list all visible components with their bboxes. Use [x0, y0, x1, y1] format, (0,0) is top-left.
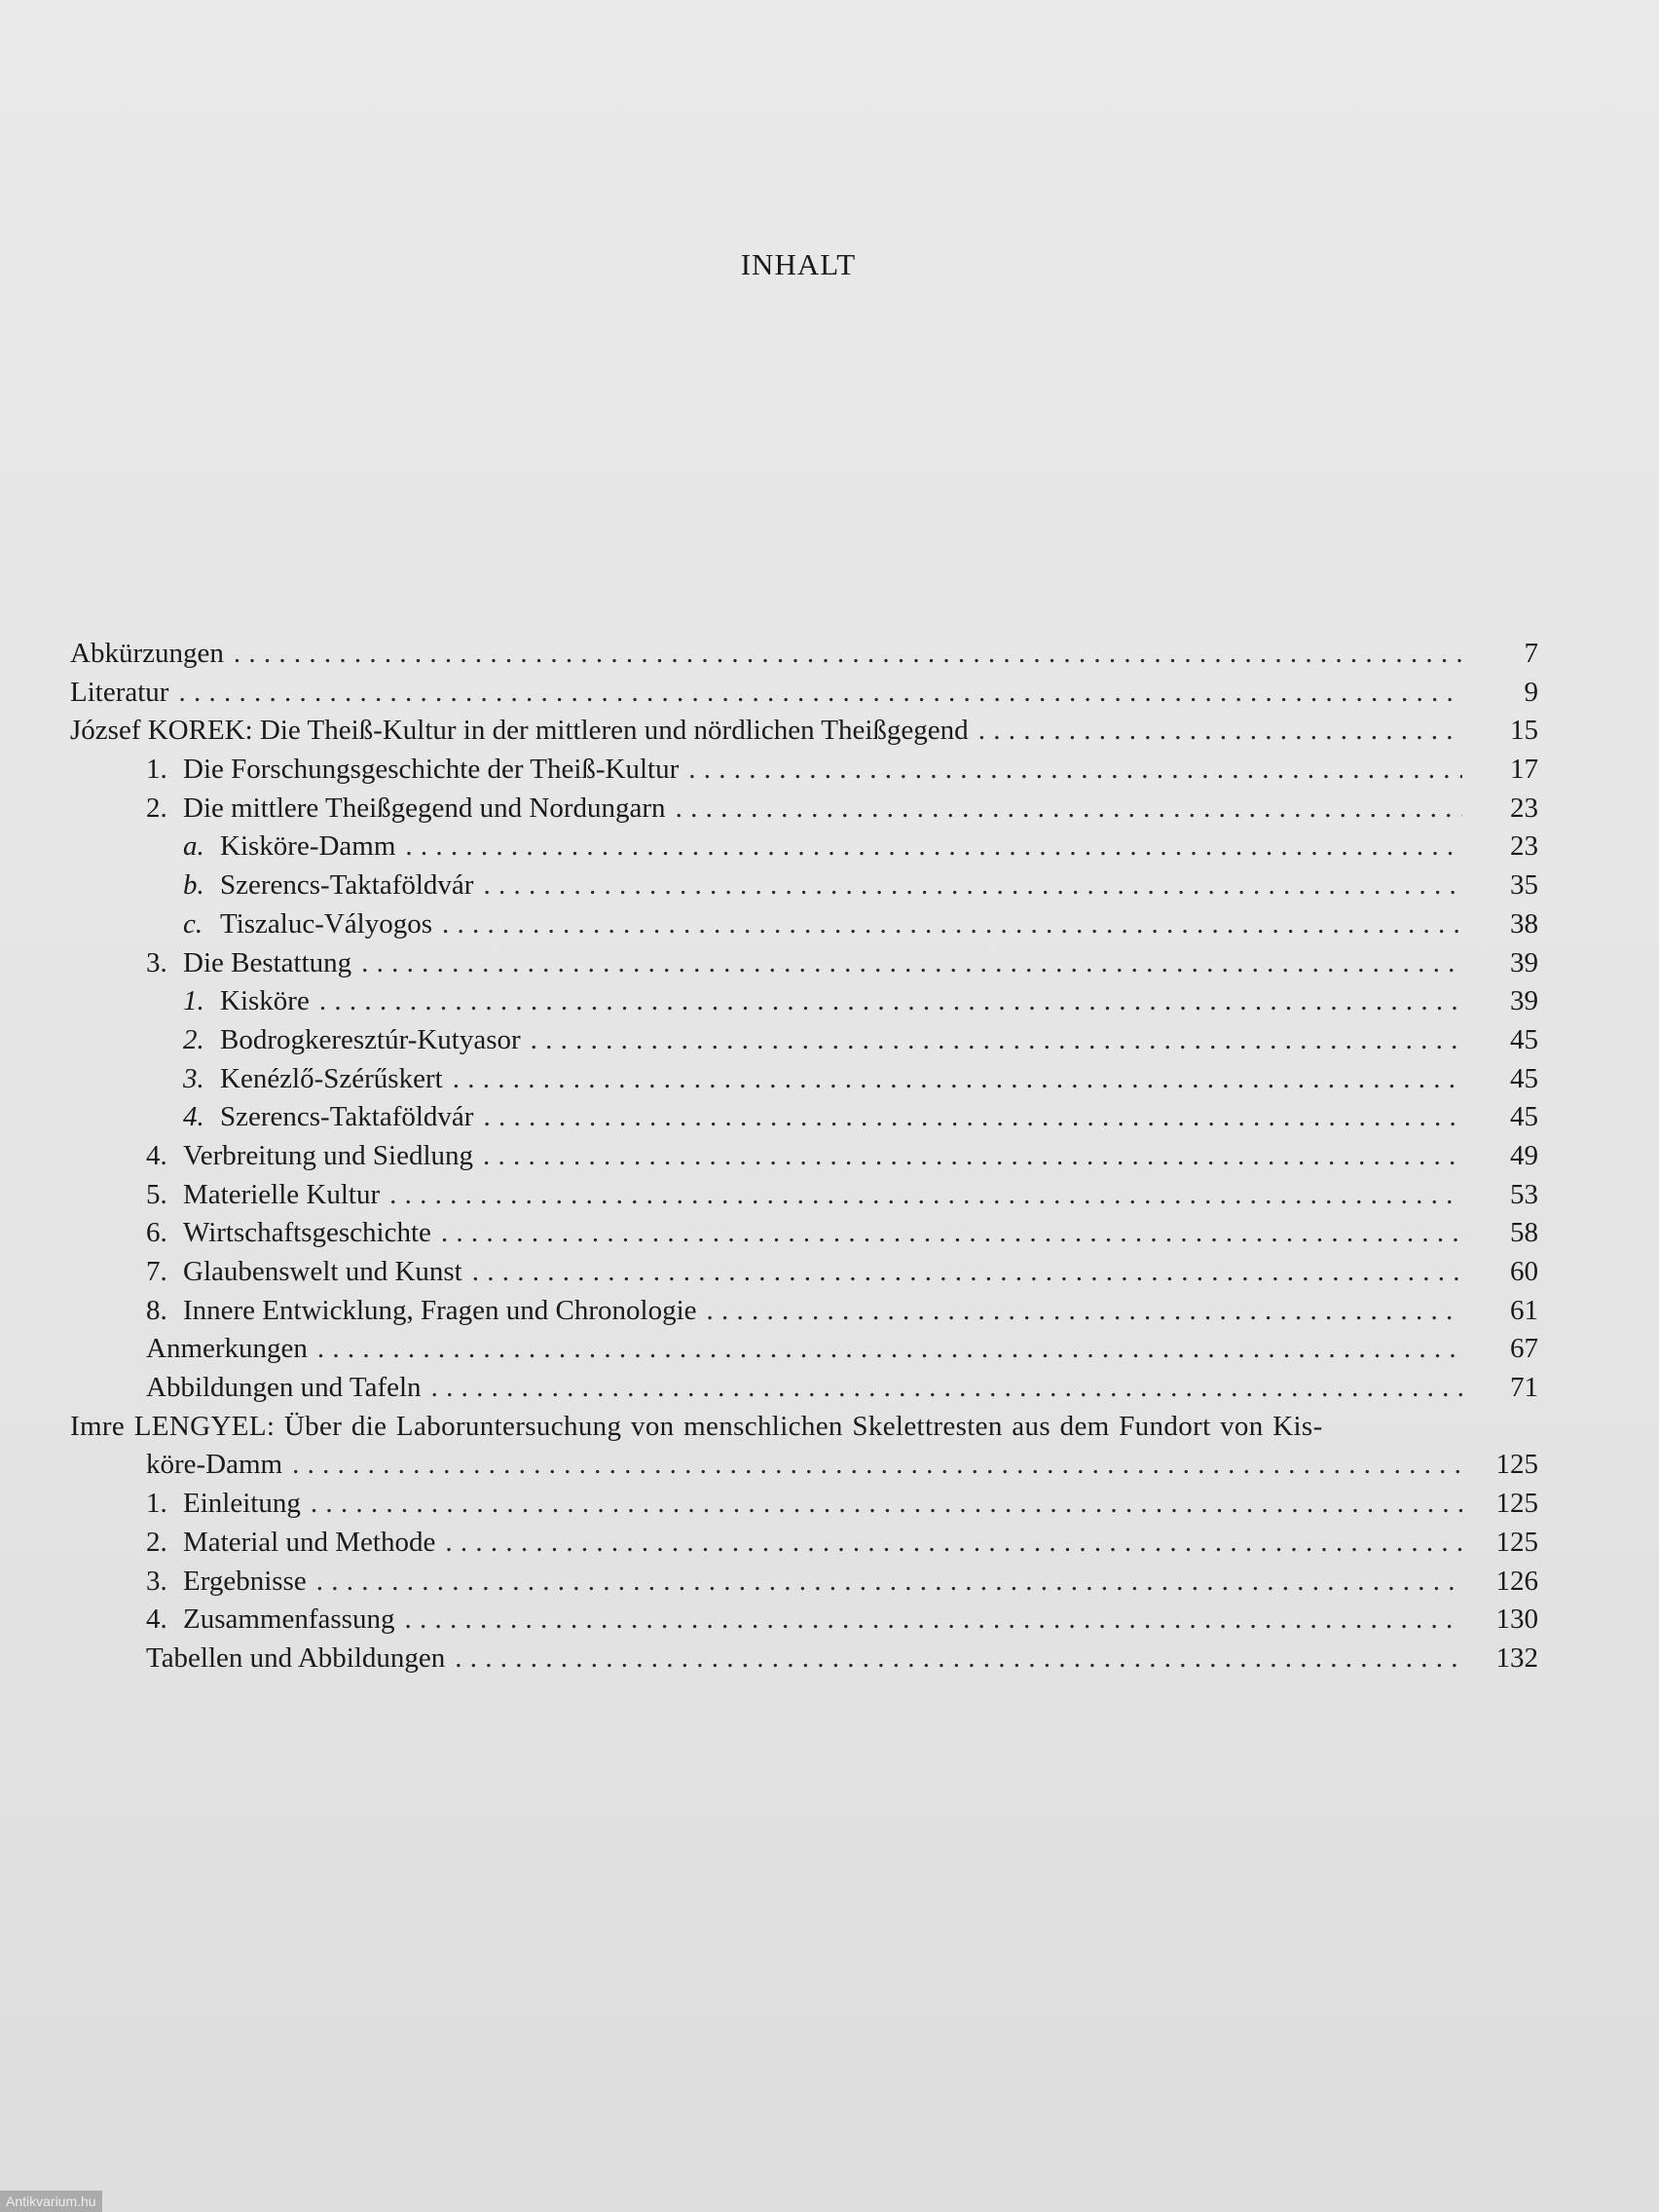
toc-page-number: 132 — [1495, 1641, 1538, 1674]
toc-entry-label: Abbildungen und Tafeln — [146, 1372, 422, 1404]
dot-leader — [455, 1640, 1462, 1678]
toc-entry-number: 1. — [146, 1488, 167, 1520]
toc-entry-label: Die mittlere Theißgegend und Nordungarn — [183, 792, 666, 824]
toc-page-number: 58 — [1510, 1217, 1538, 1249]
toc-page-number: 71 — [1510, 1372, 1538, 1404]
dot-leader — [442, 905, 1462, 944]
toc-page-number: 126 — [1495, 1565, 1538, 1597]
toc-page-number: 23 — [1510, 792, 1538, 824]
toc-entry-number: 4. — [146, 1604, 167, 1636]
dot-leader — [472, 1253, 1462, 1292]
toc-page-number: 39 — [1510, 985, 1538, 1017]
dot-leader — [441, 1214, 1462, 1253]
toc-entry-label: Einleitung — [183, 1488, 301, 1520]
dot-leader — [317, 1330, 1462, 1369]
toc-entry — [70, 1640, 1538, 1678]
toc-entry-label: József KOREK: Die Theiß-Kultur in der mittleren und nördlichen Theißgegend — [70, 715, 969, 747]
toc-entry-number: 8. — [146, 1294, 167, 1326]
toc-entry — [70, 635, 1538, 674]
toc-page-number: 9 — [1524, 676, 1538, 708]
toc-page-number: 125 — [1495, 1526, 1538, 1558]
toc-entry-number: 3. — [183, 1062, 204, 1094]
toc-entry — [70, 1137, 1538, 1176]
toc-entry-label: Tiszaluc-Vályogos — [220, 907, 433, 940]
toc-page-number: 61 — [1510, 1294, 1538, 1326]
toc-entry-label: Wirtschaftsgeschichte — [183, 1217, 431, 1249]
toc-entry — [70, 982, 1538, 1021]
toc-entry-number: 4. — [146, 1139, 167, 1171]
toc-entry — [70, 1485, 1538, 1524]
dot-leader — [404, 1601, 1462, 1640]
dot-leader — [676, 790, 1462, 829]
dot-leader — [316, 1563, 1462, 1602]
toc-entry-label: Kisköre-Damm — [220, 830, 396, 863]
toc-page-number: 23 — [1510, 830, 1538, 863]
toc-page-number: 53 — [1510, 1178, 1538, 1210]
dot-leader — [978, 712, 1462, 751]
toc-entry-label: Szerencs-Taktaföldvár — [220, 869, 474, 902]
dot-leader — [453, 1060, 1462, 1099]
toc-entry — [70, 1524, 1538, 1563]
toc-entry-number: 6. — [146, 1217, 167, 1249]
toc-entry — [70, 1060, 1538, 1099]
toc-entry — [70, 1098, 1538, 1137]
toc-entry-label: Verbreitung und Siedlung — [183, 1139, 474, 1171]
page-title: INHALT — [740, 247, 857, 281]
toc-page-number: 60 — [1510, 1256, 1538, 1287]
dot-leader — [319, 982, 1462, 1021]
toc-page-number: 45 — [1510, 1101, 1538, 1133]
dot-leader — [431, 1369, 1462, 1408]
dot-leader — [483, 1137, 1462, 1176]
toc-entry — [70, 1214, 1538, 1253]
toc-entry — [70, 1292, 1538, 1331]
toc-entry — [70, 712, 1538, 751]
toc-entry-label: köre-Damm — [146, 1449, 283, 1481]
toc-entry-number: 3. — [146, 1565, 167, 1597]
toc-page-number: 7 — [1524, 638, 1538, 669]
toc-entry-label: Die Forschungsgeschichte der Theiß-Kultur — [183, 754, 680, 786]
toc-entry-label: Tabellen und Abbildungen — [146, 1641, 446, 1674]
dot-leader — [483, 866, 1462, 905]
toc-entry — [70, 1176, 1538, 1215]
toc-entry — [70, 1563, 1538, 1602]
toc-entry-number: 3. — [146, 946, 167, 978]
toc-entry-label: Szerencs-Taktaföldvár — [220, 1101, 474, 1133]
toc-entry-label: Innere Entwicklung, Fragen und Chronologie — [183, 1294, 697, 1326]
dot-leader — [483, 1098, 1462, 1137]
toc-entry-label: Anmerkungen — [146, 1333, 308, 1365]
toc-entry-label: Zusammenfassung — [183, 1604, 395, 1636]
toc-entry — [70, 1369, 1538, 1408]
table-of-contents — [70, 635, 1538, 1678]
toc-page-number: 125 — [1495, 1488, 1538, 1520]
dot-leader — [361, 944, 1462, 983]
toc-entry-number: 2. — [183, 1023, 204, 1055]
toc-entry-label: Abkürzungen — [70, 638, 224, 669]
toc-entry-number: 7. — [146, 1256, 167, 1287]
toc-page-number: 35 — [1510, 869, 1538, 902]
toc-entry — [70, 1021, 1538, 1060]
toc-entry-label: Die Bestattung — [183, 946, 352, 978]
dot-leader — [688, 751, 1462, 790]
toc-page-number: 45 — [1510, 1062, 1538, 1094]
toc-page-number: 125 — [1495, 1449, 1538, 1481]
toc-entry-number: 2. — [146, 792, 167, 824]
toc-entry — [70, 866, 1538, 905]
toc-entry-number: a. — [183, 830, 204, 863]
toc-entry-label: Bodrogkeresztúr-Kutyasor — [220, 1023, 521, 1055]
toc-entry-number: 2. — [146, 1526, 167, 1558]
toc-page-number: 38 — [1510, 907, 1538, 940]
toc-page-number: 67 — [1510, 1333, 1538, 1365]
toc-entry-label: Kenézlő-Szérűskert — [220, 1062, 443, 1094]
toc-entry-label: Material und Methode — [183, 1526, 436, 1558]
toc-entry — [70, 1446, 1538, 1485]
toc-entry-label: Kisköre — [220, 985, 310, 1017]
toc-entry-label: Imre LENGYEL: Über die Laboruntersuchung von menschlichen Skelettresten aus dem Fundort von Kis- — [70, 1410, 1323, 1442]
dot-leader — [389, 1176, 1462, 1215]
dot-leader — [405, 828, 1462, 866]
toc-entry — [70, 828, 1538, 866]
toc-entry — [70, 905, 1538, 944]
toc-entry — [70, 944, 1538, 983]
toc-entry-number: 1. — [146, 754, 167, 786]
toc-page-number: 17 — [1510, 754, 1538, 786]
toc-entry — [70, 1408, 1538, 1447]
dot-leader — [311, 1485, 1462, 1524]
dot-leader — [234, 635, 1462, 674]
dot-leader — [445, 1524, 1462, 1563]
toc-entry-label: Glaubenswelt und Kunst — [183, 1256, 462, 1287]
dot-leader — [531, 1021, 1462, 1060]
toc-entry-number: 1. — [183, 985, 204, 1017]
toc-page-number: 39 — [1510, 946, 1538, 978]
toc-page-number: 45 — [1510, 1023, 1538, 1055]
toc-entry — [70, 751, 1538, 790]
toc-entry-number: c. — [183, 907, 203, 940]
toc-entry — [70, 674, 1538, 713]
toc-page-number: 15 — [1510, 715, 1538, 747]
toc-entry-number: 4. — [183, 1101, 204, 1133]
toc-page-number: 49 — [1510, 1139, 1538, 1171]
toc-entry — [70, 790, 1538, 829]
toc-entry-number: 5. — [146, 1178, 167, 1210]
toc-page-number: 130 — [1495, 1604, 1538, 1636]
toc-entry-number: b. — [183, 869, 204, 902]
toc-entry — [70, 1601, 1538, 1640]
dot-leader — [707, 1292, 1462, 1331]
toc-entry — [70, 1330, 1538, 1369]
toc-entry-label: Literatur — [70, 676, 169, 708]
toc-entry-label: Materielle Kultur — [183, 1178, 381, 1210]
watermark-badge: Antikvarium.hu — [0, 2191, 102, 2212]
toc-entry-label: Ergebnisse — [183, 1565, 307, 1597]
dot-leader — [292, 1446, 1462, 1485]
dot-leader — [178, 674, 1462, 713]
toc-entry — [70, 1253, 1538, 1292]
